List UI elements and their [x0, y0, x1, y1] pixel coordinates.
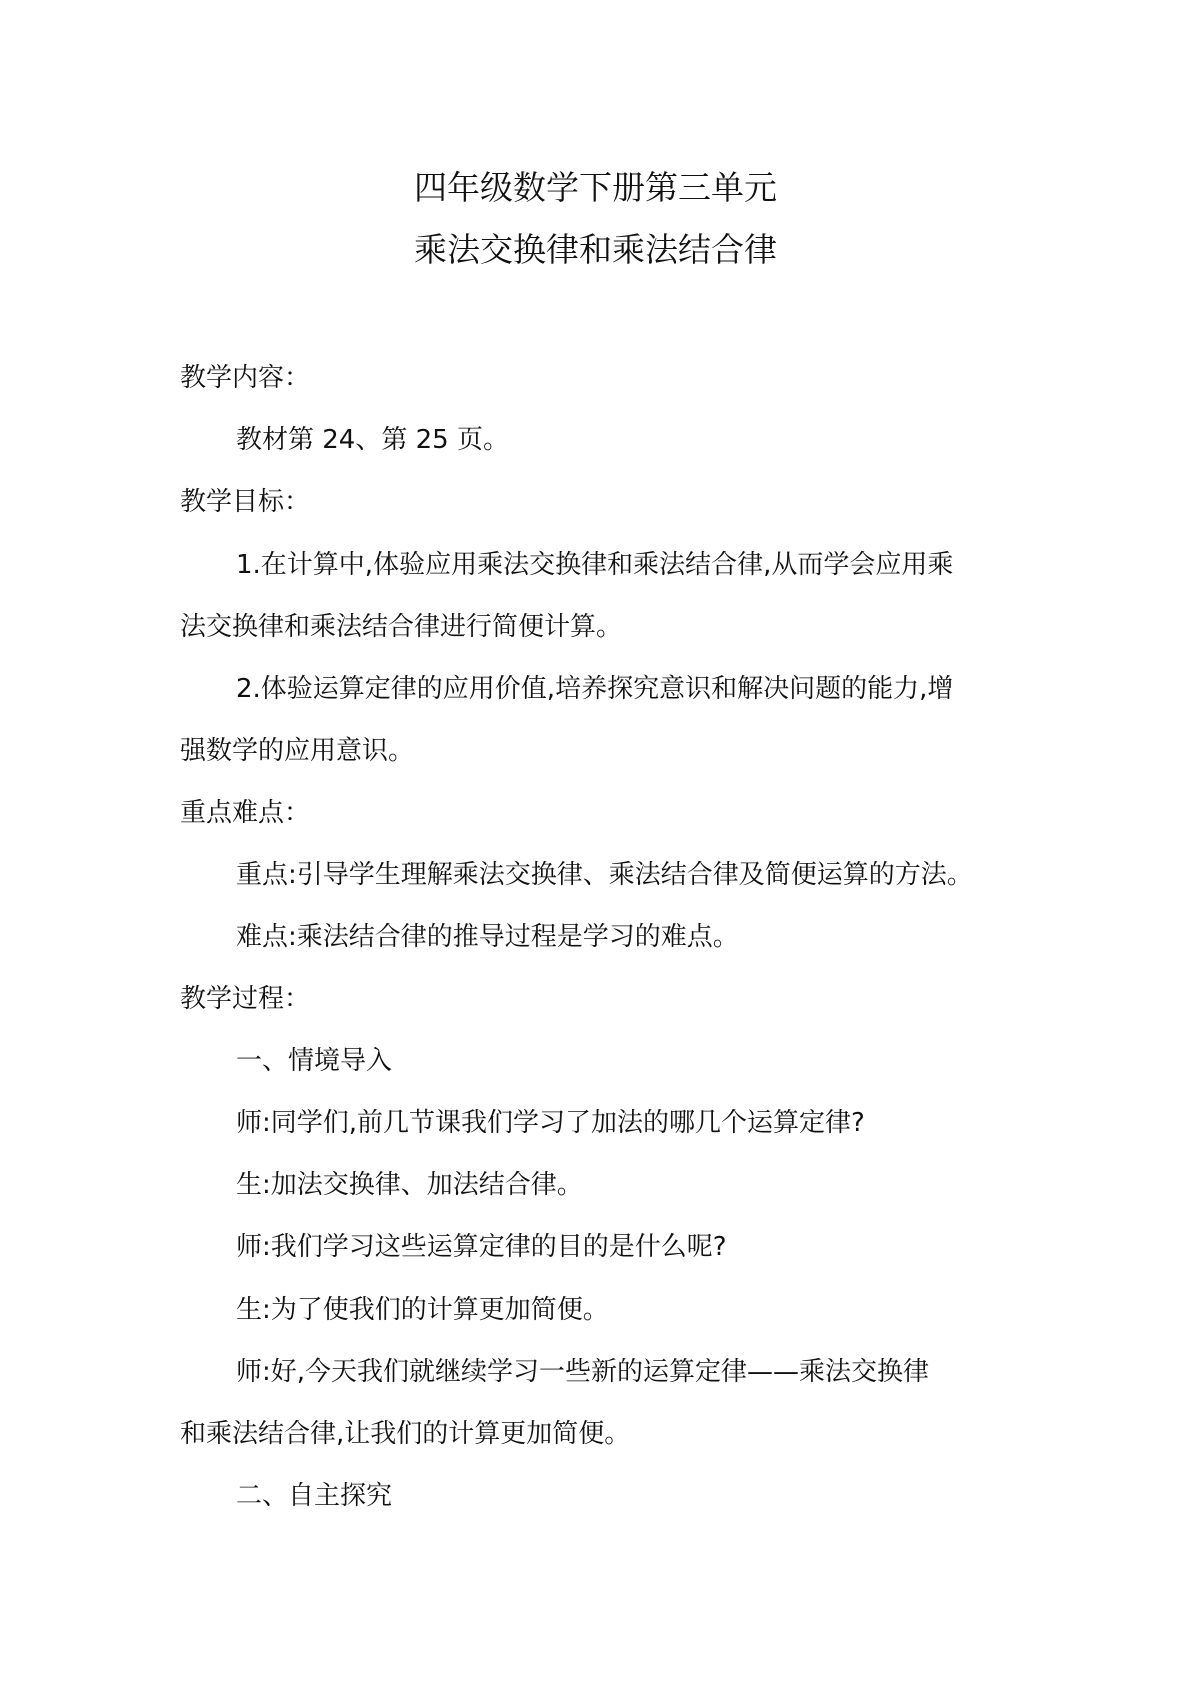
goal-2-line-1: 2.体验运算定律的应用价值,培养探究意识和解决问题的能力,增 [236, 674, 954, 704]
keypoint-text: 重点:引导学生理解乘法交换律、乘法结合律及简便运算的方法。 [236, 860, 973, 890]
section-heading-content: 教学内容： [180, 363, 311, 393]
goal-1-line-1: 1.在计算中,体验应用乘法交换律和乘法结合律,从而学会应用乘 [236, 550, 954, 580]
content-text: 教材第 24、第 25 页。 [236, 425, 509, 455]
goal-2-line-2: 强数学的应用意识。 [180, 736, 415, 766]
difficulty-text: 难点:乘法结合律的推导过程是学习的难点。 [236, 922, 739, 952]
section-heading-keypoints: 重点难点： [180, 798, 311, 828]
goal-1-line-2: 法交换律和乘法结合律进行简便计算。 [180, 612, 623, 642]
section-heading-process: 教学过程： [180, 984, 311, 1014]
dialogue-line-4: 生:为了使我们的计算更加简便。 [236, 1295, 609, 1325]
dialogue-line-5a: 师:好,今天我们就继续学习一些新的运算定律——乘法交换律 [236, 1357, 930, 1387]
dialogue-line-1: 师:同学们,前几节课我们学习了加法的哪几个运算定律? [236, 1108, 865, 1138]
dialogue-line-2: 生:加法交换律、加法结合律。 [236, 1170, 583, 1200]
title-line-1: 四年级数学下册第三单元 [414, 168, 777, 207]
step-2-heading: 二、自主探究 [236, 1481, 393, 1511]
dialogue-line-3: 师:我们学习这些运算定律的目的是什么呢? [236, 1232, 727, 1262]
step-1-heading: 一、情境导入 [236, 1046, 393, 1076]
section-heading-goals: 教学目标： [180, 487, 311, 517]
dialogue-line-5b: 和乘法结合律,让我们的计算更加简便。 [180, 1419, 631, 1449]
title-line-2: 乘法交换律和乘法结合律 [414, 230, 777, 269]
